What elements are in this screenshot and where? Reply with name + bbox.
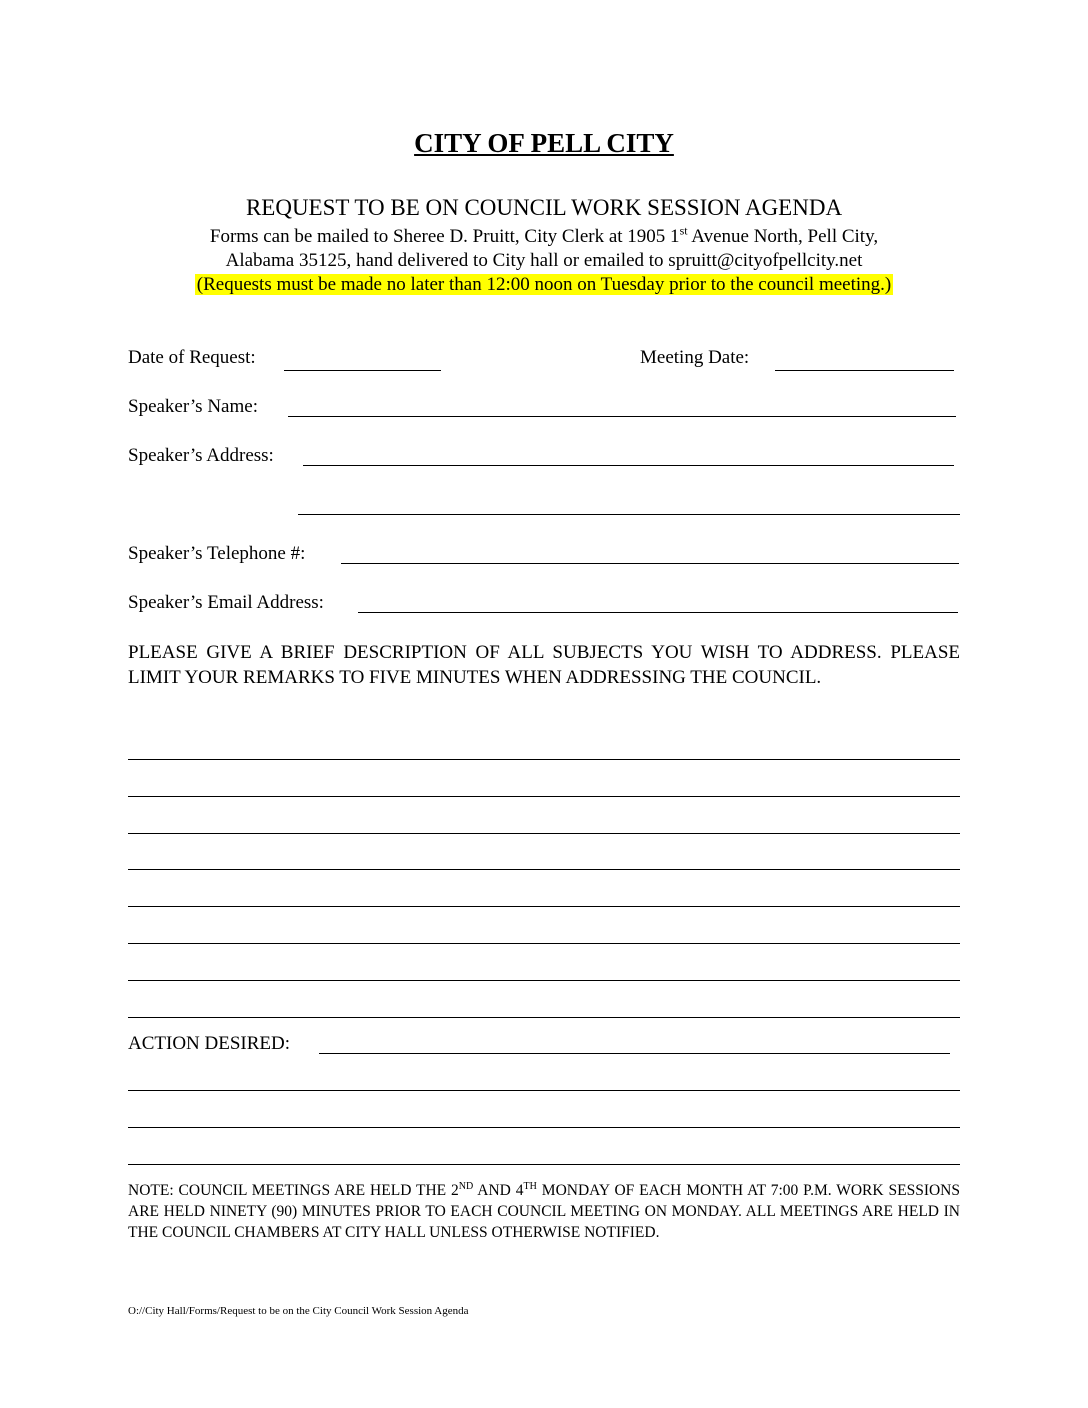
speaker-email-blank[interactable] <box>358 612 958 613</box>
action-desired-line[interactable] <box>128 1127 960 1128</box>
speaker-name-label: Speaker’s Name: <box>128 396 258 417</box>
description-line[interactable] <box>128 759 960 760</box>
file-path-footer: O://City Hall/Forms/Request to be on the City Council Work Session Agenda <box>128 1305 469 1317</box>
speaker-name-blank[interactable] <box>288 416 956 417</box>
action-desired-line[interactable] <box>128 1164 960 1165</box>
deadline-notice <box>0 274 1088 296</box>
description-line[interactable] <box>128 833 960 834</box>
date-of-request-label: Date of Request: <box>128 347 256 368</box>
description-instructions: PLEASE GIVE A BRIEF DESCRIPTION OF ALL SUBJECTS YOU WISH TO ADDRESS. PLEASE LIMIT YOUR REMARKS TO FIVE MINUTES WHEN ADDRESSING THE COUNCIL. <box>128 642 960 688</box>
mailing-instructions-line1: Forms can be mailed to Sheree D. Pruitt, City Clerk at 1905 1st Avenue North, Pell City, <box>209 223 879 247</box>
date-of-request-blank[interactable] <box>284 370 441 371</box>
description-line[interactable] <box>128 943 960 944</box>
speaker-email-label: Speaker’s Email Address: <box>128 592 324 613</box>
description-line[interactable] <box>128 1017 960 1018</box>
description-line[interactable] <box>128 906 960 907</box>
meeting-schedule-note: NOTE: COUNCIL MEETINGS ARE HELD THE 2ND AND 4TH MONDAY OF EACH MONTH AT 7:00 P.M. WORK SESSIONS ARE HELD NINETY (90) MINUTES PRIOR TO EACH COUNCIL MEETING ON MONDAY. ALL MEETINGS ARE HELD IN THE COUNCIL CHAMBERS AT CITY HALL UNLESS OTHERWISE NOTIFIED. <box>128 1180 960 1241</box>
action-desired-label: ACTION DESIRED: <box>128 1033 291 1054</box>
speaker-address-blank-1[interactable] <box>303 465 954 466</box>
speaker-address-label: Speaker’s Address: <box>128 445 274 466</box>
mailing-instructions-line2: Alabama 35125, hand delivered to City hall or emailed to spruitt@cityofpellcity.net <box>225 250 863 271</box>
description-line[interactable] <box>128 869 960 870</box>
meeting-date-label: Meeting Date: <box>640 347 750 368</box>
speaker-address-blank-2[interactable] <box>298 514 960 515</box>
description-line[interactable] <box>128 980 960 981</box>
deadline-highlight: (Requests must be made no later than 12:00 noon on Tuesday prior to the council meeting.) <box>196 274 892 295</box>
speaker-telephone-label: Speaker’s Telephone #: <box>128 543 306 564</box>
description-line[interactable] <box>128 796 960 797</box>
speaker-telephone-blank[interactable] <box>341 563 959 564</box>
page-title: CITY OF PELL CITY <box>414 128 674 158</box>
action-desired-blank[interactable] <box>319 1053 950 1054</box>
meeting-date-blank[interactable] <box>775 370 954 371</box>
action-desired-line[interactable] <box>128 1090 960 1091</box>
form-subtitle: REQUEST TO BE ON COUNCIL WORK SESSION AGENDA <box>245 195 843 220</box>
